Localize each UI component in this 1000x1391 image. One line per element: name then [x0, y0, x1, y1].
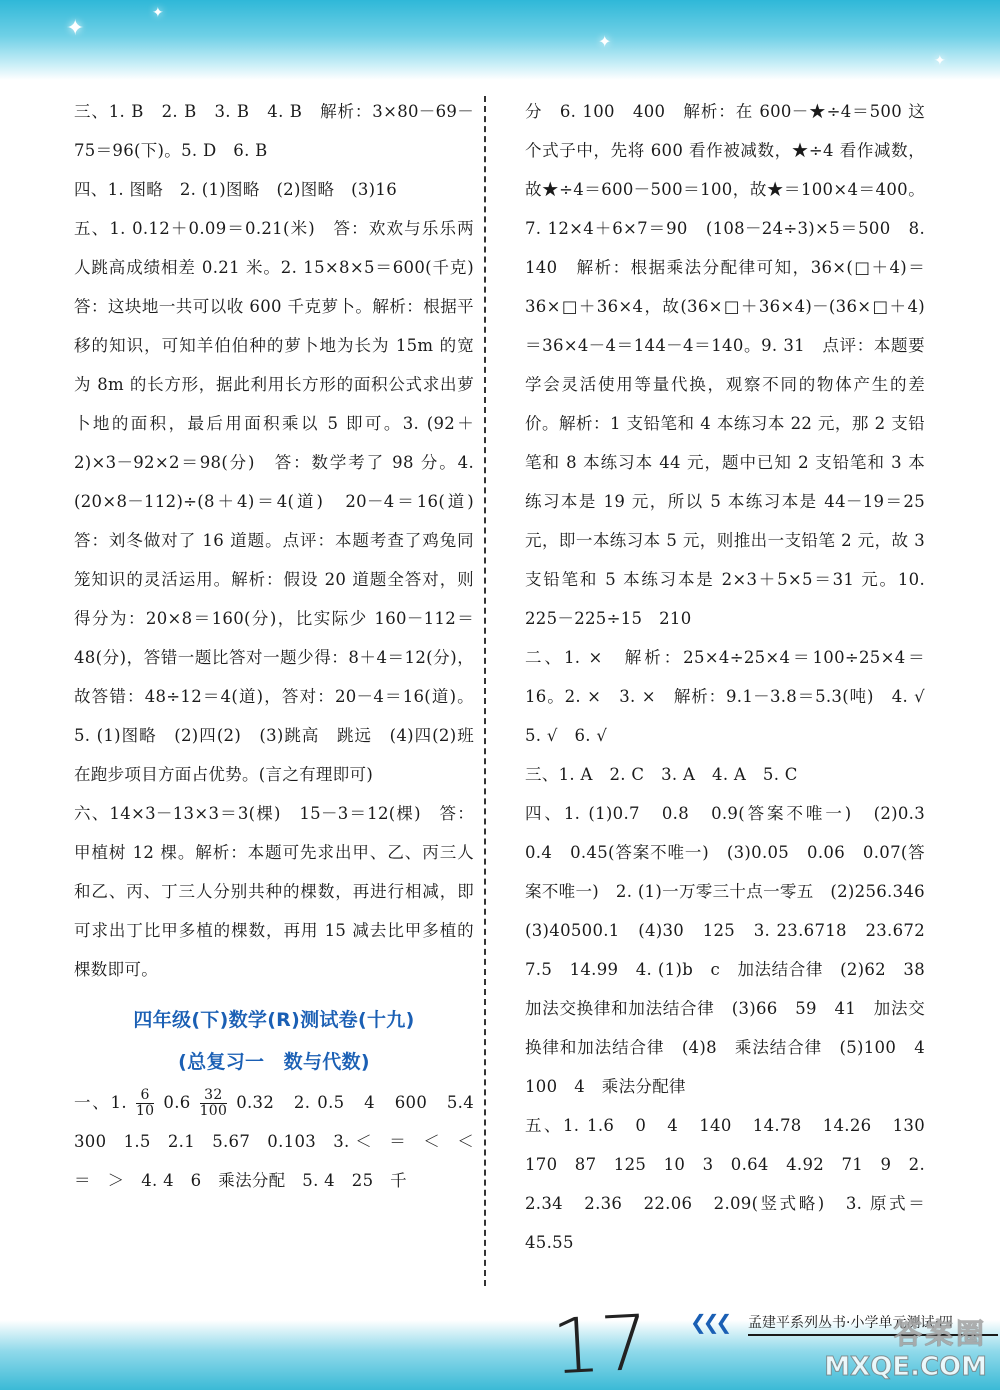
handwritten-page-number: 17	[549, 1297, 651, 1391]
section-5-answers: 五、1. 0.12＋0.09＝0.21(米) 答：欢欢与乐乐两人跳高成绩相差 0.21 米。2. 15×8×5＝600(千克) 答：这块地一共可以收 600 千克萝卜。解析：根据平移的知识，可知羊伯伯种的萝卜地为长为 15m 的宽为 8m 的长方形，据此利用长方形的面积公式求出萝卜地的面积，最后用面积乘以 5 即可。3. (92＋2)×3－92×2＝98(分) 答：数学考了 98 分。4. (20×8－112)÷(8＋4)＝4(道) 20－4＝16(道) 答：刘冬做对了 16 道题。点评：本题考查了鸡兔同笼知识的灵活运用。解析：假设 20 道题全答对，则得分为：20×8＝160(分)，比实际少 160－112＝48(分)，答错一题比答对一题少得：8＋4＝12(分)，故答错：48÷12＝4(道)，答对：20－4＝16(道)。5. (1)图略 (2)四(2) (3)跳高 跳远 (4)四(2)班在跑步项目方面占优势。(言之有理即可)	[74, 219, 491, 784]
section-4-answers: 四、1. 图略 2. (1)图略 (2)图略 (3)16	[74, 180, 397, 199]
section-2-answers: 二、1. × 解析：25×4÷25×4＝100÷25×4＝16。2. × 3. × 解析：9.1－3.8＝5.3(吨) 4. √ 5. √ 6. √	[525, 648, 942, 745]
section-3-answers: 三、1. A 2. C 3. A 4. A 5. C	[525, 765, 798, 784]
test-title: 四年级(下)数学(R)测试卷(十九)	[133, 1009, 415, 1031]
test-title-block	[74, 999, 474, 1083]
section-3-answers: 三、1. B 2. B 3. B 4. B 解析：3×80－69－75＝96(下)。5. D 6. B	[74, 102, 474, 160]
test-subtitle: (总复习一 数与代数)	[178, 1051, 370, 1073]
continued-answers: 分 6. 100 400 解析：在 600－★÷4＝500 这个式子中，先将 600 看作被减数，★÷4 看作减数，故★÷4＝600－500＝100，故★＝100×4＝400。7. 12×4＋6×7＝90 (108－24÷3)×5＝500 8. 140 解析：根据乘法分配律可知，36×(□＋4)＝36×□＋36×4，故(36×□＋36×4)－(36×□＋4)＝36×4－4＝144－4＝140。9. 31 点评：本题要学会灵活使用等量代换，观察不同的物体产生的差价。解析：1 支铅笔和 4 本练习本 22 元，那 2 支铅笔和 8 本练习本 44 元，题中已知 2 支铅笔和 3 本练习本是 19 元，所以 5 本练习本是 44－19＝25 元，即一本练习本 5 元，则推出一支铅笔 2 元，故 3 支铅笔和 5 本练习本是 2×3＋5×5＝31 元。10. 225－225÷15 210	[525, 102, 925, 628]
sparkle-icon: ✦	[934, 53, 946, 69]
right-answer-column	[525, 92, 942, 1262]
fraction-denominator: 100	[199, 1103, 228, 1119]
footer-series-text: 孟建平系列丛书·小学单元测试·四	[748, 1315, 953, 1331]
section-5-answers: 五、1. 1.6 0 4 140 14.78 14.26 130 170 87 125 10 3 0.64 4.92 71 9 2. 2.34 2.36 22.06 2.09(竖式略) 3. 原式＝45.55	[525, 1116, 942, 1252]
watermark	[815, 1310, 995, 1386]
left-answer-column	[74, 92, 491, 1200]
section-1-prefix: 一、1.	[74, 1093, 127, 1112]
fraction-denominator: 10	[135, 1103, 155, 1119]
test-19-section-1	[74, 1083, 491, 1200]
watermark-url: MXQE.COM	[824, 1352, 987, 1382]
sparkle-icon: ✦	[152, 5, 164, 21]
section-6-answers: 六、14×3－13×3＝3(棵) 15－3＝12(棵) 答：甲植树 12 棵。解析：本题可先求出甲、乙、丙三人和乙、丙、丁三人分别共种的棵数，再进行相减，即可求出丁比甲多植的棵数，再用 15 减去比甲多植的棵数即可。	[74, 804, 474, 979]
arrow-icon: ❮❮❮	[690, 1310, 729, 1334]
fraction-numerator: 6	[136, 1088, 154, 1104]
sparkle-icon: ✦	[66, 16, 85, 41]
fraction-6-10	[136, 1088, 154, 1119]
watermark-logo: 答案圈	[893, 1317, 987, 1350]
section-1-rest: 0.32 2. 0.5 4 600 5.4 300 1.5 2.1 5.67 0.103 3. ＜ ＝ ＜ ＜ ＝ ＞ 4. 4 6 乘法分配 5. 4 25 千	[74, 1093, 491, 1190]
fraction-numerator: 32	[200, 1088, 228, 1104]
column-divider	[484, 96, 486, 1286]
section-4-answers: 四、1. (1)0.7 0.8 0.9(答案不唯一) (2)0.3 0.4 0.45(答案不唯一) (3)0.05 0.06 0.07(答案不唯一) 2. (1)一万零三十点一零五 (2)256.346 (3)40500.1 (4)30 125 3. 23.6718 23.672 7.5 14.99 4. (1)b c 加法结合律 (2)62 38 加法交换律和加法结合律 (3)66 59 41 加法交换律和加法结合律 (4)8 乘法结合律 (5)100 4 100 4 乘法分配律	[525, 804, 942, 1096]
top-decorative-band	[0, 0, 1000, 80]
answer-value: 0.6	[163, 1093, 191, 1112]
fraction-32-100	[200, 1088, 228, 1119]
sparkle-icon: ✦	[598, 32, 612, 51]
